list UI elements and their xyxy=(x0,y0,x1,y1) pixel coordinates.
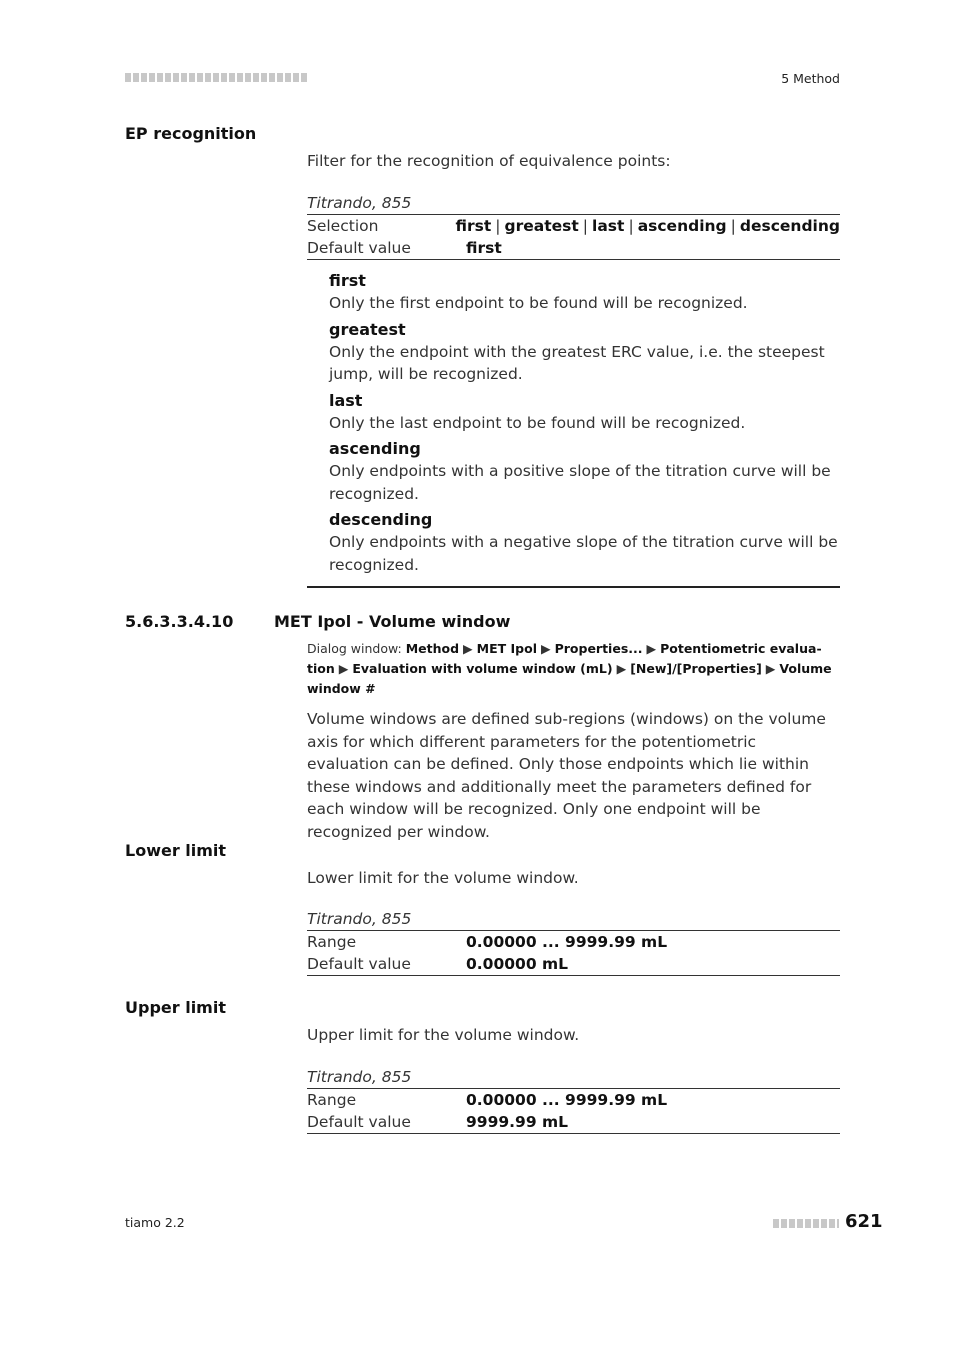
path-evaluation-volume-window: Evaluation with volume window (mL) xyxy=(352,661,613,676)
option-name: descending xyxy=(329,510,433,529)
default-label: Default value xyxy=(307,239,411,257)
option-separator: | xyxy=(495,217,501,235)
page-number: 621 xyxy=(845,1211,883,1232)
option-description: Only the endpoint with the greatest ERC value, i.e. the steepest jump, will be recognized. xyxy=(329,342,825,383)
option-description: Only endpoints with a negative slope of the titration curve will be recognized. xyxy=(329,533,838,574)
table-caption: Titrando, 855 xyxy=(307,910,412,928)
path-volume-window: Volume window # xyxy=(307,661,832,696)
option-description: Only the first endpoint to be found will be recognized. xyxy=(329,294,748,312)
upper-limit-title: Upper limit xyxy=(125,998,226,1017)
upper-limit-table xyxy=(307,1066,840,1134)
lower-limit-table xyxy=(307,908,840,976)
path-potentiometric-evaluation: Potentiometric evaluation xyxy=(307,641,822,676)
option-name: ascending xyxy=(329,439,421,458)
product-name: tiamo 2.2 xyxy=(125,1215,185,1230)
header-decoration xyxy=(125,73,307,82)
range-value: 0.00000 ... 9999.99 mL xyxy=(466,1091,668,1109)
range-label: Range xyxy=(307,933,357,951)
table-row xyxy=(307,1089,840,1111)
list-item xyxy=(329,270,842,315)
section-title: MET Ipol - Volume window xyxy=(274,612,511,631)
range-label: Range xyxy=(307,1091,357,1109)
arrow-icon: ▶ xyxy=(646,641,657,656)
table-row xyxy=(307,931,840,953)
ep-recognition-title: EP recognition xyxy=(125,124,257,143)
option-name: last xyxy=(329,390,363,410)
arrow-icon: ▶ xyxy=(765,661,776,676)
option-separator: | xyxy=(730,217,736,235)
default-value: 9999.99 mL xyxy=(466,1113,569,1131)
table-row xyxy=(307,237,840,260)
table-caption: Titrando, 855 xyxy=(307,1068,412,1086)
arrow-icon: ▶ xyxy=(463,641,473,656)
selection-label: Selection xyxy=(307,217,379,235)
path-properties: Properties... xyxy=(554,641,643,656)
table-row xyxy=(307,1111,840,1134)
table-row xyxy=(307,215,840,237)
chapter-title: 5 Method xyxy=(781,71,840,86)
option-greatest: greatest xyxy=(504,217,579,235)
section-number: 5.6.3.3.4.10 xyxy=(125,612,234,631)
section-description: Volume windows are defined sub-regions (windows) on the volume axis for which different parameters for the potentiometric evaluation can be defined. Only those endpoints which lie within these windows and additionally meet the parameters defined for each window will be recognized. Only one endpoint will be recognized per window. xyxy=(307,710,826,841)
list-item xyxy=(329,438,842,505)
table-row xyxy=(307,953,840,976)
default-value: 0.00000 mL xyxy=(466,955,569,973)
list-item xyxy=(329,509,842,576)
selection-values xyxy=(456,215,841,237)
range-value: 0.00000 ... 9999.99 mL xyxy=(466,933,668,951)
table-caption: Titrando, 855 xyxy=(307,194,412,212)
ep-option-list xyxy=(329,270,842,580)
arrow-icon: ▶ xyxy=(338,661,349,676)
default-value: first xyxy=(466,239,502,257)
option-separator: | xyxy=(582,217,589,235)
lower-limit-title: Lower limit xyxy=(125,841,227,860)
option-description: Only the last endpoint to be found will be recognized. xyxy=(329,413,746,432)
default-label: Default value xyxy=(307,1113,411,1131)
default-label: Default value xyxy=(307,955,411,973)
option-name: greatest xyxy=(329,319,406,339)
path-new-properties: [New]/[Properties] xyxy=(630,661,762,676)
ep-recognition-intro: Filter for the recognition of equivalence points: xyxy=(307,152,671,170)
list-item xyxy=(329,390,842,435)
option-description: Only endpoints with a positive slope of the titration curve will be recognized. xyxy=(329,462,831,503)
path-met-ipol: MET Ipol xyxy=(476,641,537,656)
lower-limit-description: Lower limit for the volume window. xyxy=(307,869,579,887)
list-item xyxy=(329,319,842,386)
option-descending: descending xyxy=(739,217,840,235)
ep-recognition-table xyxy=(307,192,840,260)
option-ascending: ascending xyxy=(637,217,727,235)
option-name: first xyxy=(329,271,366,290)
dialog-label: Dialog window: xyxy=(307,641,402,656)
path-method: Method xyxy=(405,641,460,656)
option-last: last xyxy=(592,217,625,235)
option-separator: | xyxy=(628,217,634,235)
dialog-path xyxy=(307,639,842,699)
footer-decoration xyxy=(773,1219,839,1228)
arrow-icon: ▶ xyxy=(616,661,627,676)
option-first: first xyxy=(455,217,492,235)
divider xyxy=(307,586,840,588)
arrow-icon: ▶ xyxy=(540,641,551,656)
upper-limit-description: Upper limit for the volume window. xyxy=(307,1026,580,1044)
